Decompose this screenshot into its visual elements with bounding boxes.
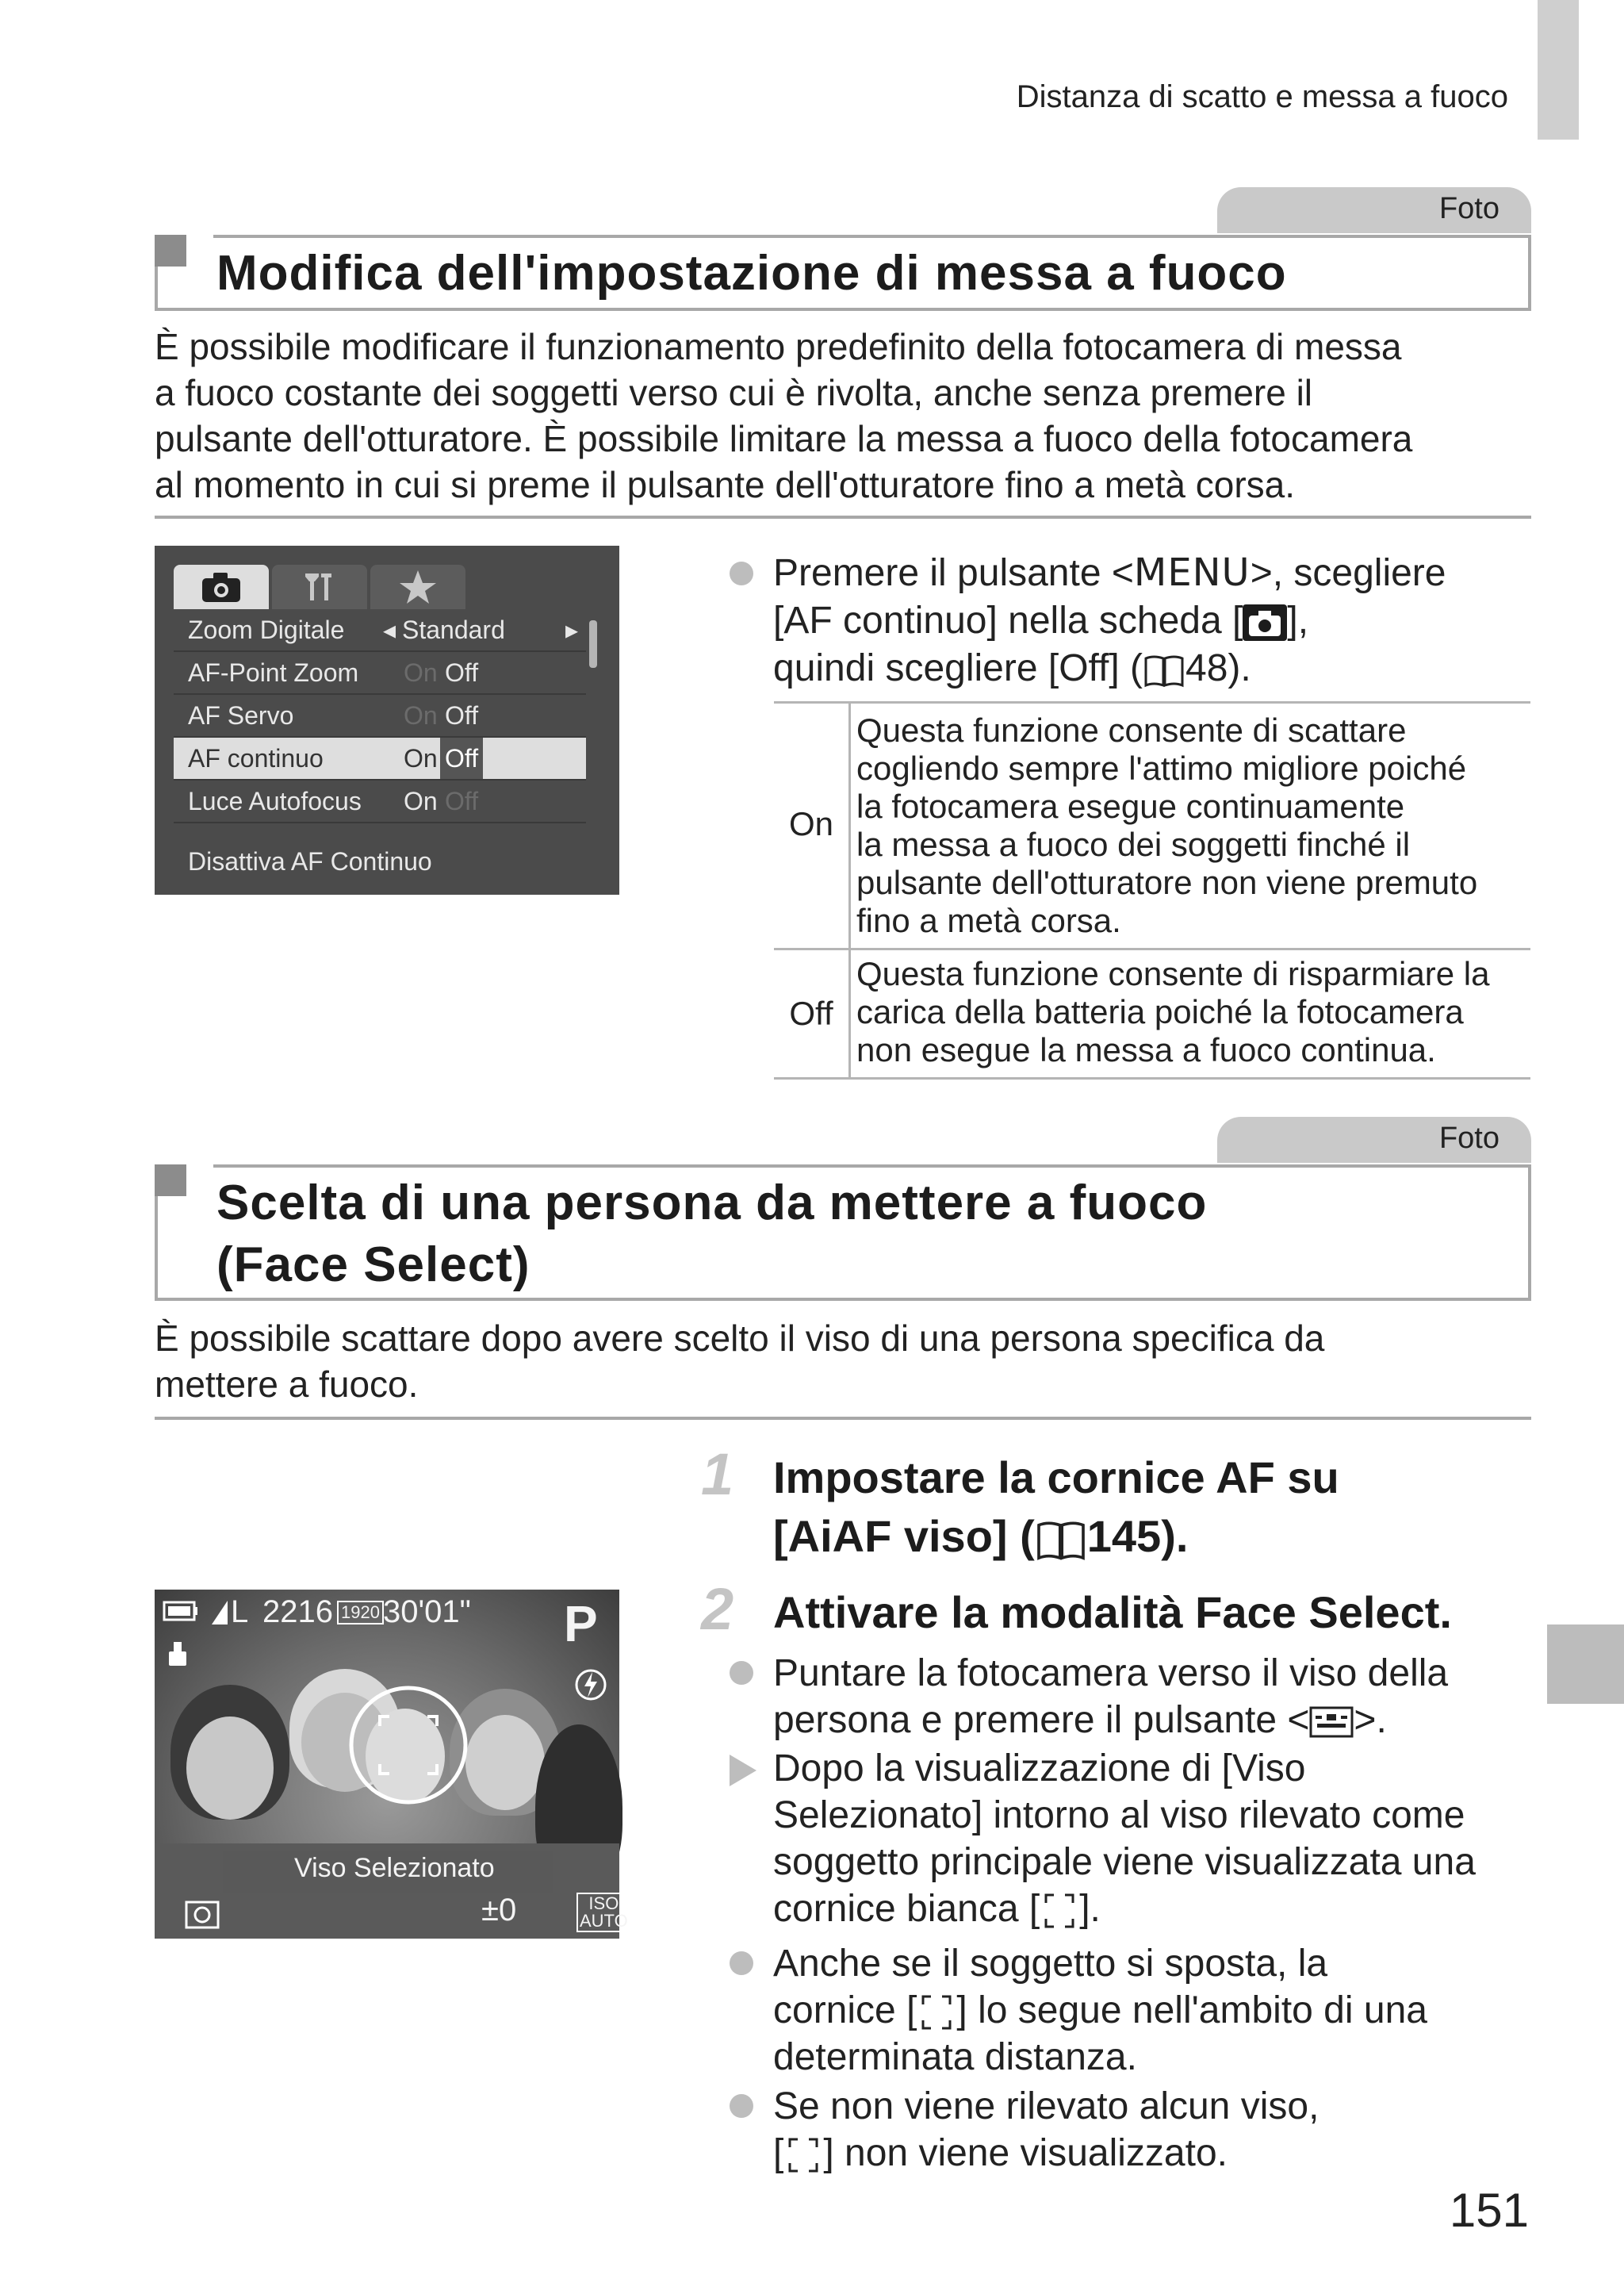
exposure-compensation: ±0 — [481, 1893, 517, 1928]
table-divider — [848, 950, 851, 1077]
white-frame-icon — [783, 2135, 823, 2176]
page-ref: 48 — [1185, 647, 1228, 689]
menu-button-label: MENU — [1133, 550, 1251, 595]
favorites-tab — [370, 565, 465, 609]
intro-line: È possibile scattare dopo avere scelto il viso di una persona specifica da — [155, 1318, 1325, 1359]
menu-row-on: On — [404, 787, 438, 815]
section-square-icon — [155, 1164, 186, 1196]
foto-tab: Foto — [1217, 187, 1531, 233]
menu-row — [174, 609, 586, 652]
section-divider — [155, 516, 1531, 519]
table-row-description: Questa funzione consente di scattare cogliendo sempre l'attimo migliore poiché la fotocamera esegue continuamente la messa a fuoco dei soggetti finché il pulsante dell'otturatore non viene premuto fino a metà corsa. — [856, 712, 1478, 939]
section-intro — [155, 1315, 1534, 1407]
menu-row-label: Zoom Digitale — [188, 616, 345, 644]
bullet-text: Anche se il soggetto si sposta, la cornice [ ] lo segue nell'ambito di una determinata distanza. — [773, 1943, 1427, 2078]
menu-row-on: On — [404, 701, 438, 730]
face-selected-label: Viso Selezionato — [294, 1853, 495, 1883]
running-header: Distanza di scatto e messa a fuoco — [1016, 79, 1508, 114]
image-size: L — [231, 1594, 249, 1629]
iso-badge: ISO AUTO — [576, 1893, 631, 1932]
shots-remaining: 2216 — [262, 1594, 333, 1629]
camera-icon — [199, 570, 243, 604]
bullet-dot — [730, 562, 753, 585]
step-title: Attivare la modalità Face Select. — [773, 1587, 1452, 1637]
bullet-dot — [730, 1661, 753, 1685]
menu-row-label: AF continuo — [188, 744, 324, 773]
instruction-line: quindi scegliere [Off] ( 48). — [773, 647, 1251, 689]
table-row — [774, 704, 1530, 950]
shooting-mode: P — [564, 1595, 598, 1652]
result-arrow-icon — [730, 1755, 756, 1786]
menu-row-on: On — [404, 658, 438, 687]
instruction — [773, 549, 1446, 692]
person-face — [186, 1717, 274, 1820]
star-icon — [398, 569, 438, 605]
table-row-description: Questa funzione consente di risparmiare la carica della batteria poiché la fotocamera non esegue la messa a fuoco continua. — [856, 955, 1490, 1068]
menu-row-value: Off — [445, 658, 479, 687]
bullet-text: Puntare la fotocamera verso il viso della persona e premere il pulsante < >. — [773, 1652, 1449, 1741]
menu-scrollbar — [589, 620, 597, 668]
menu-row — [174, 652, 586, 695]
arrow-right-icon: ▸ — [565, 616, 579, 644]
shooting-tab — [174, 565, 269, 609]
menu-row-label: Luce Autofocus — [188, 787, 362, 815]
intro-line: al momento in cui si preme il pulsante dell'otturatore fino a metà corsa. — [155, 464, 1296, 505]
table-divider — [848, 704, 851, 948]
settings-tab — [272, 565, 367, 609]
bullet-text: Se non viene rilevato alcun viso, [ ] non viene visualizzato. — [773, 2083, 1319, 2177]
foto-tab: Foto — [1217, 1117, 1531, 1163]
menu-row-label: AF Servo — [188, 701, 294, 730]
battery-icon — [163, 1599, 199, 1623]
menu-row — [174, 695, 586, 738]
white-frame-icon — [1040, 1890, 1079, 1931]
intro-line: a fuoco costante dei soggetti verso cui è rivolta, anche senza premere il — [155, 372, 1313, 413]
menu-row-value: Standard — [402, 616, 505, 644]
face-select-frame-icon — [348, 1685, 469, 1805]
camera-tab-icon — [1243, 604, 1287, 641]
page-ref: 145 — [1086, 1511, 1162, 1561]
instruction-line: Premere il pulsante <MENU>, scegliere — [773, 550, 1446, 595]
intro-line: pulsante dell'otturatore. È possibile limitare la messa a fuoco della fotocamera — [155, 418, 1413, 459]
camera-menu-screen — [155, 546, 619, 895]
compression-icon — [210, 1599, 229, 1626]
step-title: Impostare la cornice AF su [AiAF viso] ( 145). — [773, 1452, 1339, 1561]
section-title-box — [155, 235, 1531, 311]
section-title-box — [155, 1164, 1531, 1301]
menu-row-value: Off — [445, 787, 479, 815]
camera-live-view — [155, 1590, 628, 1939]
white-frame-icon — [917, 1992, 956, 2033]
metering-icon — [185, 1901, 220, 1929]
face-select-button-icon — [1309, 1705, 1354, 1740]
table-row-header: On — [788, 805, 834, 842]
menu-footer-hint: Disattiva AF Continuo — [188, 847, 432, 876]
section-square-icon — [155, 235, 186, 267]
menu-row-value: Off — [445, 701, 479, 730]
video-quality: 1920 — [337, 1601, 384, 1624]
intro-line: mettere a fuoco. — [155, 1364, 419, 1405]
menu-row-selected — [174, 738, 586, 781]
section-intro — [155, 324, 1534, 508]
section-title: Scelta di una persona da mettere a fuoco (Face Select) — [216, 1176, 1208, 1292]
instruction-line: [AF continuo] nella scheda [ ], — [773, 600, 1309, 642]
tools-icon — [297, 570, 342, 604]
flash-off-icon — [573, 1667, 608, 1702]
page-number: 151 — [1449, 2184, 1529, 2237]
menu-row-label: AF-Point Zoom — [188, 658, 359, 687]
menu-row-value: Off — [440, 738, 483, 779]
bullet-text: Dopo la visualizzazione di [Viso Selezionato] intorno al viso rilevato come soggetto principale viene visualizzata una cornice bianca [ ]. — [773, 1745, 1476, 1932]
table-row-header: Off — [789, 995, 833, 1032]
person-face — [465, 1715, 545, 1810]
menu-row-on: On — [404, 744, 438, 773]
section-title: Modifica dell'impostazione di messa a fuoco — [216, 246, 1287, 301]
thumb-tab-top — [1538, 0, 1579, 140]
table-row — [774, 950, 1530, 1080]
menu-row — [174, 781, 586, 823]
arrow-left-icon: ◂ — [383, 616, 396, 644]
bullet-dot — [730, 2094, 753, 2118]
book-icon — [1143, 652, 1185, 689]
bullet-dot — [730, 1951, 753, 1975]
step-number: 1 — [701, 1441, 734, 1507]
book-icon — [1035, 1517, 1087, 1562]
recording-time: 30'01" — [383, 1594, 471, 1629]
thumb-tab-chapter — [1547, 1624, 1624, 1704]
intro-line: È possibile modificare il funzionamento predefinito della fotocamera di messa — [155, 326, 1402, 367]
camera-orientation-icon — [167, 1640, 188, 1669]
step-number: 2 — [701, 1576, 734, 1642]
section-divider — [155, 1417, 1531, 1420]
